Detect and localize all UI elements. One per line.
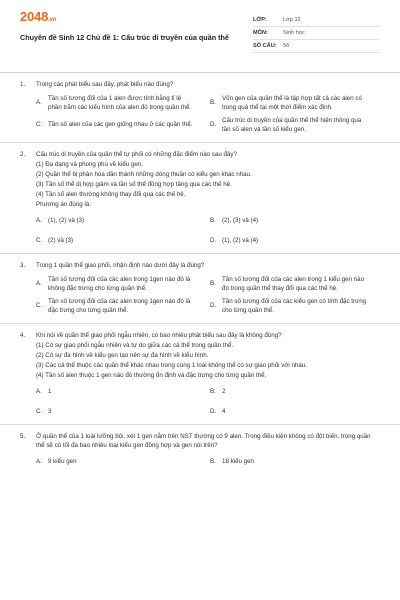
option-text: Tần số tương đối của các alen trong 1gen nào đó là đặc trưng cho từng quần thể.: [48, 297, 191, 314]
answer-option-a[interactable]: [36, 276, 206, 294]
option-letter: D.: [210, 302, 217, 310]
option-text: Tần số tương đối của 1 alen được tính bằng tỉ lệ phần trăm các kiểu hình của alen đó trong quần thể.: [48, 94, 192, 111]
statement: (1) Có sự giao phối ngẫu nhiên và tự do giữa các cá thể trong quần thể.: [36, 341, 234, 349]
question-number: 2.: [20, 150, 26, 158]
statement: (2) Quần thể bị phân hóa dần thành những dòng thuần có kiểu gen khác nhau.: [36, 170, 252, 178]
page-header: [0, 0, 400, 62]
statement: (2) Có sự đa hình về kiểu gen tạo nên sự đa hình về kiểu hình.: [36, 351, 209, 359]
option-letter: C.: [36, 121, 43, 129]
meta-label: LỚP:: [253, 16, 267, 23]
answer-option-a[interactable]: [36, 388, 206, 397]
option-text: Tần số alen của các gen giống nhau ở các quần thể.: [48, 121, 193, 129]
question-text: Cấu trúc di truyền của quần thể tự phối có những đặc điểm nào sau đây?: [36, 150, 237, 158]
question-number: 1.: [20, 81, 26, 88]
statement: (4) Tần số alen thuộc 1 gen nào đó thường ổn định và đặc trưng cho từng quần thể.: [36, 371, 267, 379]
answer-option-a[interactable]: [36, 458, 206, 467]
question-number: 3.: [20, 261, 26, 269]
question-number: 4.: [20, 331, 26, 339]
option-letter: A.: [36, 457, 42, 465]
option-text: Cấu trúc di truyền của quần thể thể hiện thông qua tần số alen và tần số kiểu gen.: [222, 116, 362, 133]
answer-option-c[interactable]: [36, 298, 206, 316]
option-letter: B.: [210, 99, 216, 107]
answer-option-b[interactable]: [210, 388, 380, 397]
answer-option-c[interactable]: [36, 117, 206, 135]
answer-option-b[interactable]: [210, 276, 380, 294]
question-4: [0, 324, 400, 425]
option-text: Tần số tương đối của các alen trong 1gen nào đó là không đặc trưng cho từng quần thể.: [48, 275, 191, 292]
answer-option-b[interactable]: [210, 458, 380, 467]
option-text: (2), (3) và (4): [222, 216, 259, 224]
question-text: Khi nói về quần thể giao phối ngẫu nhiên, có bao nhiêu phát biểu sau đây là không đúng?: [36, 331, 282, 339]
answer-option-d[interactable]: [210, 298, 380, 316]
meta-table: [253, 14, 379, 53]
option-letter: C.: [36, 236, 43, 244]
option-letter: A.: [36, 99, 42, 107]
option-letter: D.: [210, 121, 217, 129]
meta-label: SỐ CÂU:: [253, 42, 277, 49]
answer-option-d[interactable]: [210, 237, 380, 246]
meta-label: MÔN:: [253, 29, 268, 36]
question-text: Ở quần thể của 1 loài lưỡng bội, xét 1 gen nằm trên NST thường có 9 alen. Trong điều kiện không có đột biến, trong quần thể sẽ có tối đa bao nhiêu loại kiểu gen đồng hợp và gen nói trên?: [36, 432, 371, 449]
option-letter: D.: [210, 236, 217, 244]
question-2: [0, 143, 400, 254]
option-letter: B.: [210, 457, 216, 465]
answer-option-d[interactable]: [210, 117, 380, 135]
option-text: 2: [222, 387, 226, 395]
answer-option-b[interactable]: [210, 217, 380, 226]
option-text: 4: [222, 407, 226, 415]
meta-row-class: [253, 14, 379, 27]
option-letter: C.: [36, 407, 43, 415]
option-text: 9 kiểu gen: [48, 457, 77, 465]
answer-option-d[interactable]: [210, 408, 380, 417]
option-letter: B.: [210, 280, 216, 288]
answer-option-c[interactable]: [36, 237, 206, 246]
statement: (3) Các cá thể thuộc các quần thể khác nhau trong cùng 1 loài không thể có sự giao phối với nhau.: [36, 361, 307, 369]
answer-option-b[interactable]: [210, 95, 380, 113]
meta-value: 56: [283, 42, 290, 49]
option-text: Vốn gen của quần thể là tập hợp tất cả các alen có trong quả thể tại một thời điểm xác định.: [222, 94, 362, 111]
answer-option-a[interactable]: [36, 95, 206, 113]
statement: (3) Tần số thể dị hợp giảm và tần số thể đồng hợp tăng qua các thế hệ.: [36, 180, 232, 188]
meta-value: Sinh học: [283, 29, 305, 36]
meta-row-count: [253, 40, 379, 53]
question-1: [0, 73, 400, 143]
question-5: [0, 425, 400, 474]
option-text: Tần số tương đối của các alen trong 1 kiểu gen nào đó trong quần thể thay đổi qua các thế hệ.: [222, 275, 365, 292]
meta-value: Lớp 12: [283, 16, 301, 23]
statement: (1) Đa dạng và phong phú về kiểu gen.: [36, 160, 143, 168]
option-letter: A.: [36, 387, 42, 395]
option-text: (1), (2) và (4): [222, 236, 259, 244]
option-letter: D.: [210, 407, 217, 415]
answer-option-a[interactable]: [36, 217, 206, 226]
option-letter: B.: [210, 216, 216, 224]
answer-prompt: Phương án đúng là:: [36, 200, 91, 208]
option-text: 3: [48, 407, 52, 415]
question-number: 5.: [20, 432, 26, 440]
option-text: 18 kiểu gen: [222, 457, 254, 465]
statement: (4) Tần số alen thường không thay đổi qua các thế hệ.: [36, 190, 186, 198]
meta-row-subject: [253, 27, 379, 40]
option-letter: C.: [36, 302, 43, 310]
option-text: (2) và (3): [48, 236, 74, 244]
option-text: (1), (2) và (3): [48, 216, 85, 224]
option-letter: B.: [210, 387, 216, 395]
page-title: Chuyên đề Sinh 12 Chủ đề 1: Cấu trúc di truyền của quần thể: [20, 33, 229, 42]
option-letter: A.: [36, 280, 42, 288]
option-text: Tần số tương đối của các kiểu gen có tính đặc trưng cho từng quần thể.: [222, 297, 367, 314]
site-logo[interactable]: 2048.vn: [20, 9, 57, 24]
option-text: 1: [48, 387, 52, 395]
answer-option-c[interactable]: [36, 408, 206, 417]
question-3: [0, 254, 400, 324]
option-letter: A.: [36, 216, 42, 224]
question-text: Trong các phát biểu sau đây, phát biểu nào đúng?: [36, 81, 174, 88]
question-text: Trong 1 quần thể giao phối, nhận định nào dưới đây là đúng?: [36, 261, 205, 269]
